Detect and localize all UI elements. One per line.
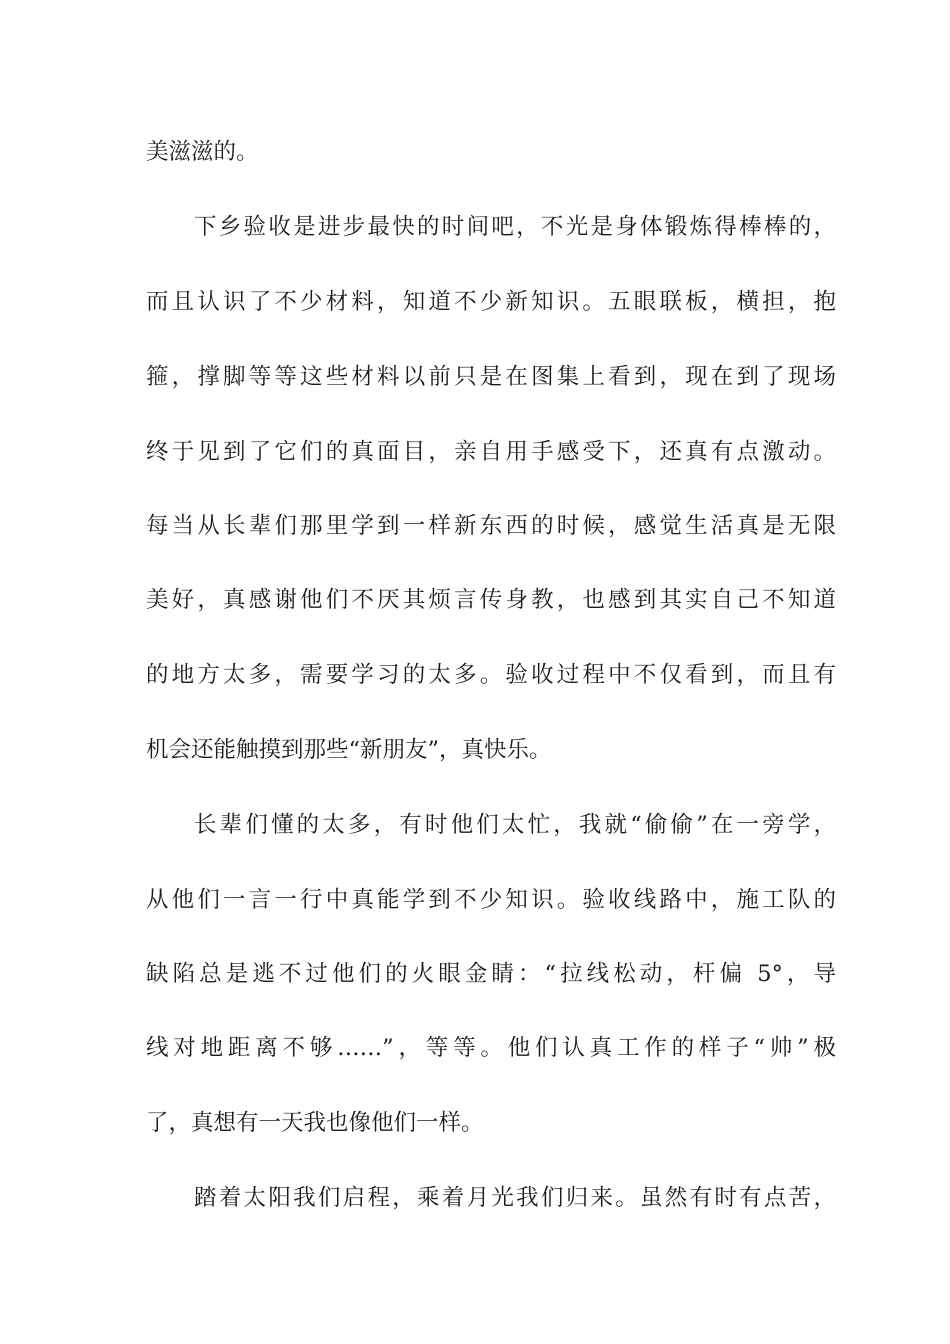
text-line: 每当从长辈们那里学到一样新东西的时候，感觉生活真是无限 xyxy=(146,513,836,539)
text-line: 而且认识了不少材料，知道不少新知识。五眼联板，横担，抱 xyxy=(146,289,836,315)
text-line: 机会还能触摸到那些“新朋友”，真快乐。 xyxy=(146,737,552,763)
paragraph-first-line: 下乡验收是进步最快的时间吧，不光是身体锻炼得棒棒的， xyxy=(194,214,836,240)
text-line: 从他们一言一行中真能学到不少知识。验收线路中，施工队的 xyxy=(146,887,836,913)
text-line: 美滋滋的。 xyxy=(146,139,259,165)
text-line: 的地方太多，需要学习的太多。验收过程中不仅看到，而且有 xyxy=(146,662,836,688)
text-line: 终于见到了它们的真面目，亲自用手感受下，还真有点激动。 xyxy=(146,439,836,465)
text-line: 美好，真感谢他们不厌其烦言传身教，也感到其实自己不知道 xyxy=(146,587,836,613)
text-line: 箍，撑脚等等这些材料以前只是在图集上看到，现在到了现场 xyxy=(146,364,836,390)
text-line: 缺陷总是逃不过他们的火眼金睛：“拉线松动，杆偏 5°，导 xyxy=(146,961,836,987)
paragraph-first-line: 长辈们懂的太多，有时他们太忙，我就“偷偷”在一旁学， xyxy=(194,812,836,838)
text-line: 了，真想有一天我也像他们一样。 xyxy=(146,1110,484,1136)
text-line: 线对地距离不够……”，等等。他们认真工作的样子“帅”极 xyxy=(146,1035,836,1061)
paragraph-first-line: 踏着太阳我们启程，乘着月光我们归来。虽然有时有点苦， xyxy=(194,1185,836,1211)
